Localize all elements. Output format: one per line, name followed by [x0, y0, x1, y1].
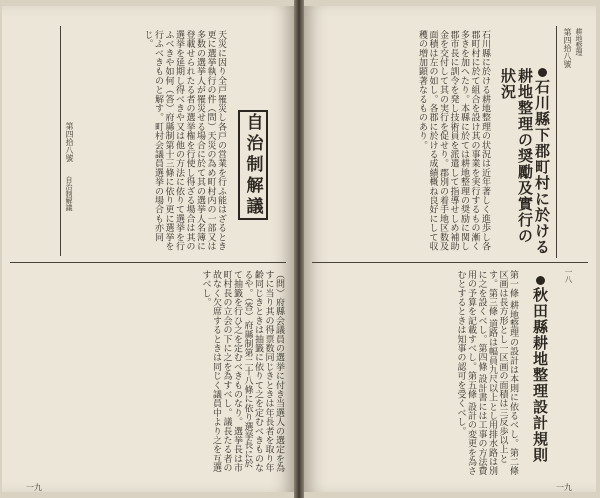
left-header-label: 第四拾八號: [65, 122, 74, 162]
left-divider: [10, 262, 286, 263]
right-lower-title: 秋田縣耕地整理設計規則: [526, 276, 548, 476]
left-lower-text: （問）府縣会議員の選挙に付き当選人の選定を為すに当り其の得票数同じきときは年長者を取り年齢同じきときは抽籤に依りて之を定むべきものなるや。（答）府縣制第二十八條に依り選挙長に於て抽籤を行ひ之を定むべきものなり。選挙長は市町村長の立会の下に之を為すべし。議長たる者の故なく欠席するときは同じく議員中より之を互選すべし。: [200, 270, 284, 473]
right-upper-text: 石川縣に於ける耕地整理の状況は近年著しく進歩し各郡町村に於て組合を設け其の事業を実行するもの漸く多きを加へたり。本縣に於ては耕地整理の奨励に関し郡市長に訓令を発し技術員を派遣して指導せしめ補助金を交付して其の実行を促せり。郡別の着手地区数及面積は左の如し。各郡に於ける成績概ね良好にして収穫の増加顕著なるものあり。: [417, 30, 490, 251]
right-page-number-top: 一八: [564, 268, 573, 283]
right-page: [304, 6, 596, 492]
book-gutter: [294, 0, 304, 498]
left-page-number: 一九: [26, 483, 42, 492]
left-header-label2: 自治制解議: [65, 176, 73, 211]
bullet-icon: [538, 68, 547, 77]
right-lower-text: 第一條 耕地整理の設計は本則に依るべし。第二條 区画は長方形とし一区画の面積は三反歩以上とす。第三條 道路は幅員九尺以上とし用排水路は別に之を設くべし。第四條 設計書には工事の方法費用の予算を記載すべし。第五條 設計の変更を為さむとするときは知事の認可を受くべし。: [455, 270, 518, 476]
left-column-rule: [60, 26, 61, 256]
right-page-number: 一九: [556, 483, 572, 492]
right-divider: [312, 262, 588, 263]
right-header-label: 第四拾八號: [563, 28, 572, 68]
section-heading-text: 自治制解議: [242, 112, 263, 218]
right-header-label2: 耕地整理: [575, 28, 583, 56]
right-upper-title: 石川縣下郡町村に於ける耕地整理の奨勵及實行の狀況: [499, 68, 551, 255]
left-upper-text: 天災に因り全戸罹災し各戸の営業を行ふ能はざるとき更に選挙執行の件（問）天災の為め町村内の一部又は多数の選挙人が罹災せる場合に於て其の選挙人名簿に登載せられたる者の選挙権を行使し得ざる場合は其の選挙を延期し得べきや又は他の方法に依りて選挙を行ふべきや如何（答）府縣制第十三條に依り更に選挙を行ふべきものと解す。町村会議員選挙の場合も亦同じ。: [142, 30, 226, 251]
bullet-icon: [536, 276, 545, 285]
left-page: [2, 6, 294, 492]
section-heading: [238, 110, 268, 220]
right-column-rule: [556, 26, 557, 258]
